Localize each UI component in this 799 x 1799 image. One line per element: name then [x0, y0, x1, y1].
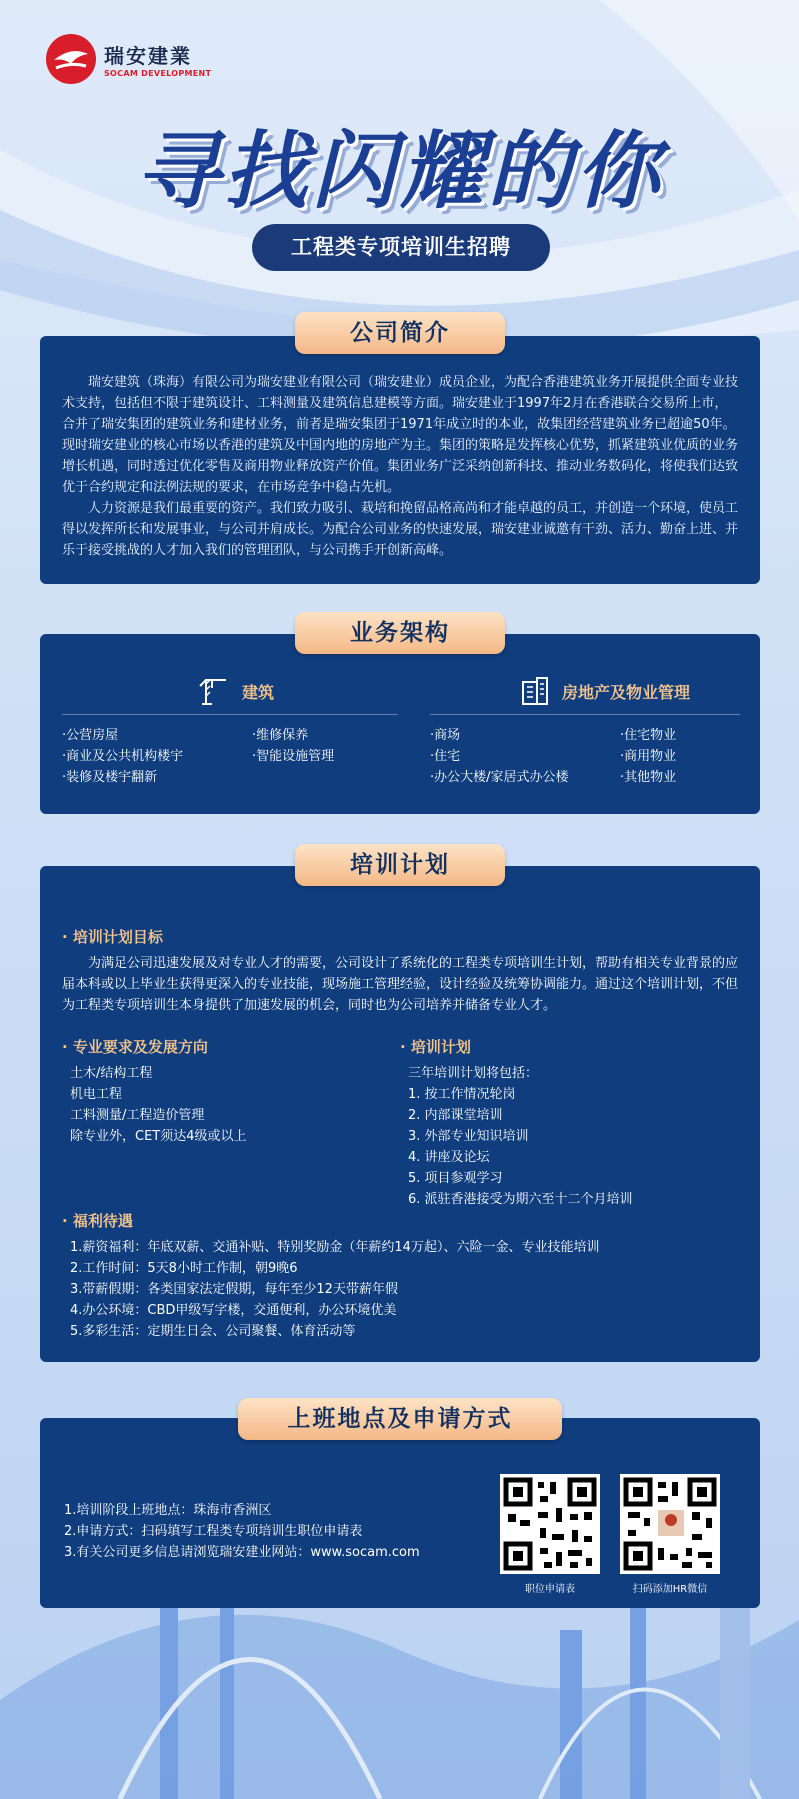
business-tag: 业务架构 [295, 612, 505, 654]
list-item: 2.工作时间：5天8小时工作制，朝9晚6 [70, 1261, 298, 1276]
list-item: ·维修保养 [252, 728, 309, 743]
page-subtitle: 工程类专项培训生招聘 [252, 224, 550, 271]
list-item: ·办公大楼/家居式办公楼 [430, 770, 569, 785]
list-item: 机电工程 [70, 1087, 123, 1102]
list-item: ·住宅物业 [620, 728, 677, 743]
list-item: 2. 内部课堂培训 [408, 1108, 503, 1123]
list-item: ·住宅 [430, 749, 461, 764]
list-item: ·商用物业 [620, 749, 677, 764]
list-item: 2.申请方式：扫码填写工程类专项培训生职位申请表 [64, 1524, 363, 1539]
company-intro-p1: 瑞安建筑（珠海）有限公司为瑞安建业有限公司（瑞安建业）成员企业，为配合香港建筑业务开展提供全面专业技术支持，包括但不限于建筑设计、工料测量及建筑信息建模等方面。瑞安建业于1997年2月在香港联合交易所上市，合并了瑞安集团的建筑业务和建材业务，前者是瑞安集团于1971年成立时的本业，故集团经营建筑业务已超逾50年。现时瑞安建业的核心市场以香港的建筑及中国内地的房地产为主。集团的策略是发挥核心优势，抓紧建筑业优质的业务增长机遇，同时透过优化零售及商用物业释放资产价值。集团业务广泛采纳创新科技、推动业务数码化，将使我们达致优于合约规定和法例法规的要求，在市场竞争中稳占先机。 [62, 375, 739, 495]
company-tag: 公司简介 [295, 312, 505, 354]
plan-intro: 三年培训计划将包括： [408, 1066, 539, 1081]
list-item: ·商业及公共机构楼宇 [62, 749, 184, 764]
page-title: 寻找闪耀的你 [135, 122, 664, 220]
list-item: 3.带薪假期：各类国家法定假期，每年至少12天带薪年假 [70, 1282, 398, 1297]
list-item: 1.培训阶段上班地点：珠海市香洲区 [64, 1503, 272, 1518]
major-title: · 专业要求及发展方向 [62, 1038, 208, 1056]
goal-title: · 培训计划目标 [62, 928, 163, 946]
plan-title: · 培训计划 [400, 1038, 471, 1056]
company-panel [40, 320, 760, 584]
list-item: ·其他物业 [620, 770, 677, 785]
qr-application[interactable] [500, 1474, 600, 1595]
list-item: 除专业外，CET须达4级或以上 [70, 1129, 247, 1144]
welfare-title: · 福利待遇 [62, 1212, 133, 1230]
brand-name-cn: 瑞安建業 [104, 44, 192, 68]
list-item: 工料测量/工程造价管理 [70, 1108, 205, 1123]
list-item: 1. 按工作情况轮岗 [408, 1087, 516, 1102]
list-item: 4. 讲座及论坛 [408, 1150, 490, 1165]
list-item: ·智能设施管理 [252, 749, 335, 764]
welfare-list [70, 1237, 738, 1342]
major-list [70, 1063, 382, 1147]
goal-text: 为满足公司迅速发展及对专业人才的需要，公司设计了系统化的工程类专项培训生计划，帮助有相关专业背景的应届本科或以上毕业生获得更深入的专业技能，现场施工管理经验，设计经验及统筹协调能力。通过这个培训计划，不但为工程类专项培训生本身提供了加速发展的机会，同时也为公司培养并储备专业人才。 [62, 956, 739, 1013]
qr2-caption: 扫码添加HR微信 [632, 1584, 708, 1595]
crane-icon [198, 676, 230, 706]
list-item: 3.有关公司更多信息请浏览瑞安建业网站：www.socam.com [64, 1545, 420, 1560]
brand-name-en: SOCAM DEVELOPMENT [104, 69, 212, 78]
property-title: 房地产及物业管理 [562, 682, 691, 702]
property-list-1 [430, 725, 620, 788]
brand-logo [46, 34, 211, 84]
apply-lines [64, 1500, 420, 1563]
list-item: 1.薪资福利：年底双薪、交通补贴、特别奖励金（年薪约14万起）、六险一金、专业技能培训 [70, 1240, 600, 1255]
company-intro-p2: 人力资源是我们最重要的资产。我们致力吸引、栽培和挽留品格高尚和才能卓越的员工，并创造一个环境，使员工得以发挥所长和发展事业，与公司并肩成长。为配合公司业务的快速发展，瑞安建业诚邀有干劲、活力、勤奋上进、并乐于接受挑战的人才加入我们的管理团队，与公司携手开创新高峰。 [62, 501, 739, 558]
training-panel [40, 852, 760, 1362]
list-item: 5.多彩生活：定期生日会、公司聚餐、体育活动等 [70, 1324, 356, 1339]
construction-list-1 [62, 725, 252, 788]
construction-list-2 [252, 725, 334, 788]
brand-mark-icon [46, 34, 96, 84]
list-item: 6. 派驻香港接受为期六至十二个月培训 [408, 1192, 633, 1207]
list-item: ·装修及楼宇翻新 [62, 770, 158, 785]
list-item: 4.办公环境：CBD甲级写字楼，交通便利，办公环境优美 [70, 1303, 397, 1318]
property-list-2 [620, 725, 676, 788]
qr1-caption: 职位申请表 [525, 1584, 575, 1595]
qr-hr-wechat[interactable] [620, 1474, 720, 1595]
business-panel [40, 620, 760, 814]
apply-tag: 上班地点及申请方式 [238, 1398, 562, 1440]
list-item: 3. 外部专业知识培训 [408, 1129, 529, 1144]
list-item: 土木/结构工程 [70, 1066, 153, 1081]
qr-code-icon[interactable] [620, 1474, 720, 1574]
plan-list [408, 1084, 740, 1210]
apply-panel [40, 1406, 760, 1608]
qr-code-icon[interactable] [500, 1474, 600, 1574]
list-item: 5. 项目参观学习 [408, 1171, 503, 1186]
list-item: ·商场 [430, 728, 461, 743]
list-item: ·公营房屋 [62, 728, 119, 743]
training-tag: 培训计划 [295, 844, 505, 886]
construction-title: 建筑 [242, 682, 275, 702]
building-icon [520, 676, 550, 706]
